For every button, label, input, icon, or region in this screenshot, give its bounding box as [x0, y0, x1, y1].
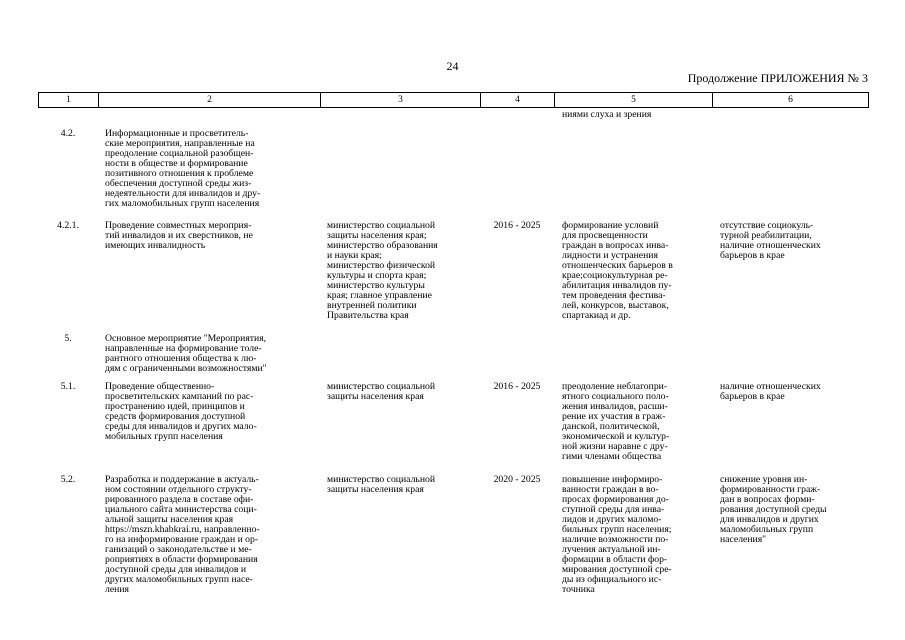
- row-number: 5.1.: [60, 381, 76, 392]
- row-executors: министерство социальной защиты населения края: [327, 381, 436, 402]
- row-number: 5.: [64, 333, 72, 344]
- row-executors: министерство социальной защиты населения края: [327, 474, 436, 495]
- header-col-3: 3: [321, 93, 481, 108]
- row-indicator: снижение уровня ин- формированности граж- дан в вопросах форми- рования доступной среды для инвалидов и других маломобильных групп населения": [720, 474, 827, 545]
- row-indicator: отсутствие социокуль- турной реабилитации, наличие отношенческих барьеров в крае: [720, 220, 821, 261]
- row-name: Проведение общественно- просветительских кампаний по рас- пространению идей, принципов и средств формирования доступной среды для инвалидов и других мало- мобильных групп населения: [105, 381, 257, 442]
- header-row: [39, 93, 869, 108]
- row-name: Основное мероприятие "Мероприятия, направленные на формирование толе- рантного отношения общества к лю- дям с ограниченными возможностями": [105, 333, 267, 374]
- row-result: формирование условий для просвещенности граждан в вопросах инва- лидности и устранения отношенческих барьеров в крае;социокультурная ре- абилитация инвалидов пу- тем проведения фестива- лей, конкурсов, выставок, спартакиад и др.: [562, 220, 673, 321]
- header-col-4: 4: [481, 93, 555, 108]
- row-name: Информационные и просветитель- ские мероприятия, направленные на преодоление социальной разобщен- ности в обществе и формирование позитивного отношения к проблеме обеспечения доступной среды жиз- недеятельности для инвалидов и дру- гих маломобильных групп населения: [105, 128, 261, 209]
- row-period: 2016 - 2025: [493, 220, 541, 231]
- row-executors: министерство социальной защиты населения края; министерство образования и науки края; министерство физической культуры и спорта края; министерство культуры края; главное управление внутренней политики Правительства края: [327, 220, 438, 321]
- header-col-1: 1: [39, 93, 99, 108]
- page-number: 24: [446, 59, 459, 73]
- header-col-6: 6: [713, 93, 869, 108]
- row-name: Проведение совместных мероприя- тий инвалидов и их сверстников, не имеющих инвалидность: [105, 220, 253, 251]
- row-period: 2020 - 2025: [493, 474, 541, 485]
- header-col-5: 5: [555, 93, 713, 108]
- row-number: 4.2.: [60, 128, 76, 139]
- row-number: 4.2.1.: [57, 220, 79, 231]
- row-result: преодоление неблагопри- ятного социального поло- жения инвалидов, расши- рение их участия в граж- данской, политической, экономической и культур- ной жизни наравне с дру- гими членами общества: [562, 381, 670, 462]
- row-result: повышение информиро- ванности граждан в во- просах формирования до- ступной среды для инва- лидов и других маломо- бильных групп населения; наличие возможности по- лучения актуальной ин- формации в области фор- мирования доступной сре- ды из официального ис- точника: [562, 474, 672, 595]
- row-indicator: наличие отношенческих барьеров в крае: [720, 381, 821, 402]
- header-col-2: 2: [99, 93, 321, 108]
- continuation-label: Продолжение ПРИЛОЖЕНИЯ № 3: [687, 71, 868, 85]
- row-period: 2016 - 2025: [493, 381, 541, 392]
- column-number-header: [38, 92, 869, 108]
- row-name: Разработка и поддержание в актуаль- ном состоянии отдельного структу- рированного раздела в составе офи- циального сайта министерства соци- альной защиты населения края https://mszn.khabkrai.ru, направленно- го на информирование граждан и ор- ганизаций о законодательстве и ме- роприятиях в области формирования доступной среды для инвалидов и других маломобильных групп насе- ления: [105, 474, 260, 595]
- row-number: 5.2.: [60, 474, 76, 485]
- carryover-text: ниями слуха и зрения: [562, 109, 652, 120]
